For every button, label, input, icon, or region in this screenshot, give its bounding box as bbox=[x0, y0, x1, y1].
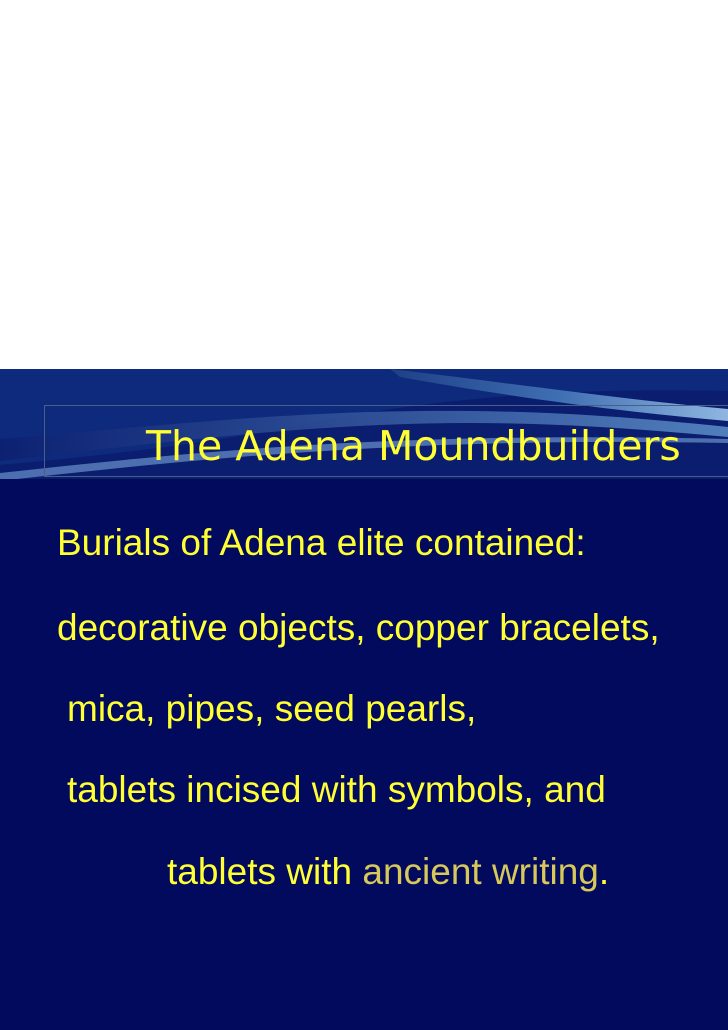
body-line-5-suffix: . bbox=[598, 851, 610, 892]
slide bbox=[0, 369, 728, 1030]
ancient-writing-highlight: ancient writing bbox=[362, 851, 599, 892]
body-line-5 bbox=[167, 850, 609, 894]
body-line-4: tablets incised with symbols, and bbox=[67, 769, 606, 810]
body-line-5-prefix: tablets with bbox=[167, 851, 363, 892]
body-line-2: decorative objects, copper bracelets, bbox=[57, 607, 660, 648]
slide-title: The Adena Moundbuilders bbox=[146, 422, 681, 470]
body-line-1: Burials of Adena elite contained: bbox=[57, 522, 586, 563]
body-line-3: mica, pipes, seed pearls, bbox=[67, 688, 477, 729]
